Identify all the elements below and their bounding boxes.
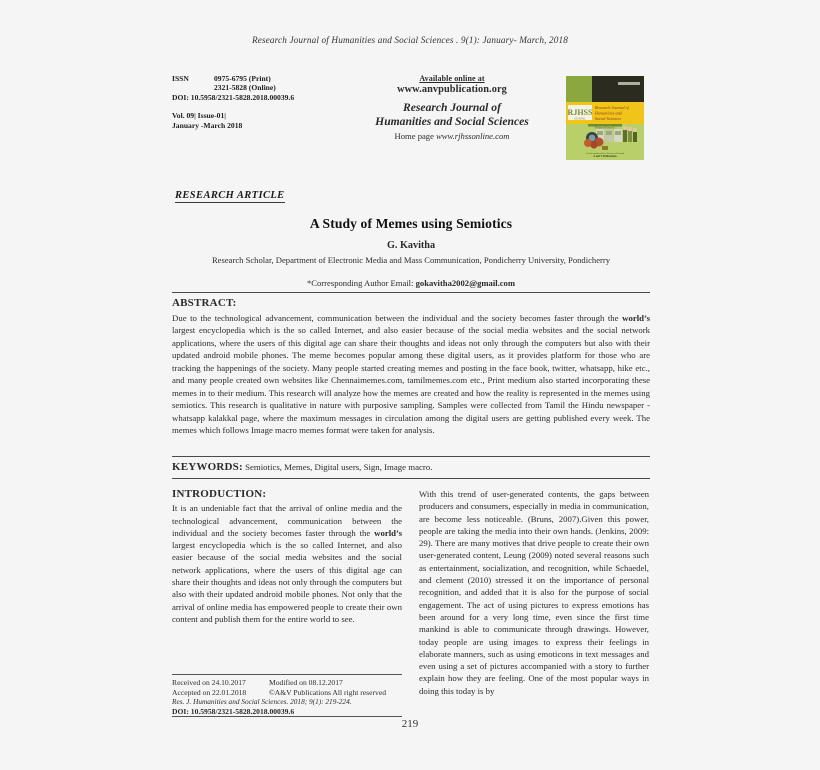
homepage-label: Home page	[394, 131, 437, 141]
journal-cover-art	[566, 76, 644, 160]
journal-identifiers	[172, 74, 352, 130]
page-title: A Study of Memes using Semiotics	[309, 216, 513, 231]
modified-date: Modified on 08.12.2017	[269, 678, 343, 687]
volume-issue: Vol. 09| Issue-01|	[172, 111, 226, 121]
running-head: Research Journal of Humanities and Social Sciences . 9(1): January- March, 2018	[251, 35, 569, 45]
issn-print-row	[172, 74, 352, 83]
corresponding-label: *Corresponding Author Email:	[306, 278, 416, 288]
issn-print-value: 0975-6795 (Print)	[214, 74, 271, 83]
publisher-website[interactable]: www.anvpublication.org	[397, 84, 507, 95]
intro-left-emphasis: world’s	[374, 527, 402, 538]
abstract-part1: Due to the technological advancement, communication between the individual and the society becomes faster through the	[172, 313, 623, 323]
corresponding-email[interactable]: gokavitha2002@gmail.com	[415, 278, 516, 288]
footer-doi: DOI: 10.5958/2321-5828.2018.00039.6	[172, 706, 295, 716]
body-column-left	[172, 488, 402, 625]
introduction-paragraph-right: With this trend of user-generated contents, the gaps between producers and consumers, especially in media in communication, are become less noticeable. (Bruns, 2007).Given this power, people are taking the media into their own hands. (Jenkins, 2009: 29). There are many motives that drive people to create their own user-generated content, Leung (2009) noted several reasons such as entertainment, socialization, and recognition, while Schaedel, and clement (2010) stressed it on the importance of personal recognition, and added that it is also for the purpose of social engagement. The act of using pictures to express emotions has been around for a very long time, even since the first time mankind is able to communicate through drawings. However, today people are using images to express their feelings in elaborate manners, such as using emoticons in text messages and even using a set of pictures accompanied with a story to further explain how they are feeling. One of the most popular ways in doing this today is by	[419, 489, 649, 696]
page-number: 219	[401, 718, 419, 730]
author-affiliation: Research Scholar, Department of Electronic Media and Mass Communication, Pondicherry University, Pondicherry	[211, 255, 611, 265]
copyright-notice: ©A&V Publications All right reserved	[269, 687, 386, 697]
keywords-label: KEYWORDS:	[172, 461, 243, 473]
citation-line: Res. J. Humanities and Social Sciences. 2018; 9(1): 219-224.	[172, 697, 352, 707]
masthead-doi: DOI: 10.5958/2321-5828.2018.00039.6	[172, 92, 295, 102]
svg-text:An International Peer Reviewed: An International Peer Reviewed Journal	[585, 152, 625, 155]
available-online-label: Available online at	[419, 74, 485, 83]
issn-online-value: 2321-5828 (Online)	[214, 83, 276, 93]
article-type-label: RESEARCH ARTICLE	[175, 190, 285, 201]
abstract-heading: ABSTRACT:	[172, 297, 237, 309]
svg-text:A and V Publications: A and V Publications	[593, 154, 617, 158]
homepage-url[interactable]: www.rjhssonline.com	[436, 131, 510, 141]
svg-text:Volume 09 Issue 01: Volume 09 Issue 01	[594, 126, 616, 130]
svg-text:Social Sciences: Social Sciences	[595, 116, 621, 121]
article-history-footer	[172, 678, 412, 716]
abstract-emphasis: world’s	[622, 313, 650, 323]
keywords-list: Semiotics, Memes, Digital users, Sign, Image macro.	[242, 462, 433, 472]
journal-name-line1: Research Journal of	[403, 101, 501, 114]
body-column-right	[419, 488, 649, 697]
footer-accepted-row	[172, 688, 412, 698]
accepted-date: Accepted on 22.01.2018	[172, 687, 247, 697]
journal-name-line2: Humanities and Social Sciences	[375, 115, 529, 128]
received-date: Received on 24.10.2017	[172, 678, 246, 687]
divider-below-keywords	[172, 478, 650, 479]
svg-text:Humanities and: Humanities and	[595, 110, 622, 116]
issue-period: January -March 2018	[172, 120, 243, 130]
footer-divider-bottom	[172, 716, 402, 717]
abstract-part2: largest encyclopedia which is the so called Internet, and also easier because of the social media websites and the social network applications, where the users of this digital age can share their thoughts and ideas not only through the computers but also with their updated android mobile phones. The meme becomes popular among these digital users, as it provides platform for those who are tracking the happenings of the society. Many people started creating memes and posting in the face book, twitter, whatsapp, hike etc., and many people created own websites like Chennaimemes.com, tamilmemes.com etc., Print medium also started incorporating these memes in to their medium. This research will analyze how the memes are created and how the reality is represented in the memes using semiotics. This research is qualitative in nature with purposive sampling. Samples were collected from Tamil the Hindu newspaper - whatsapp kalakkal page, where the maximum messages in circulation among the digital users are getting published every week. The memes which follows Image macro memes format were taken for analysis.	[172, 325, 650, 436]
journal-cover-image	[566, 76, 644, 160]
svg-text:Research Journal of: Research Journal of	[595, 105, 629, 110]
keywords-line	[172, 461, 650, 473]
intro-left-part1: It is an undeniable fact that the arrival of online media and the technological advancement, communication between the individual and the society becomes faster through the	[172, 503, 402, 538]
corresponding-author-line	[172, 278, 650, 288]
homepage-line	[332, 131, 572, 141]
footer-received-row	[172, 678, 412, 688]
divider-above-keywords	[172, 456, 650, 457]
author-name: G. Kavitha	[386, 240, 436, 251]
abstract-text	[172, 312, 650, 437]
introduction-paragraph-left	[172, 502, 402, 625]
svg-text:RJHSS: RJHSS	[567, 108, 593, 117]
volume-block	[172, 111, 352, 130]
divider-above-abstract	[172, 292, 650, 293]
introduction-heading: INTRODUCTION:	[172, 488, 267, 500]
issn-label: ISSN	[172, 74, 189, 83]
intro-left-part2: largest encyclopedia which is the so called Internet, and also easier because of the social media websites and the social network applications, where the users of this digital age can share their thoughts and ideas not only through the computers but also with their updated android mobile phones. Not only that the arrival of online media has empowered people to create their own content and publish them for the entire world to see.	[172, 540, 402, 624]
journal-branding	[332, 74, 572, 141]
svg-text:JOURNAL: JOURNAL	[574, 117, 586, 121]
footer-divider-top	[172, 674, 402, 675]
issn-online-row	[172, 83, 352, 92]
